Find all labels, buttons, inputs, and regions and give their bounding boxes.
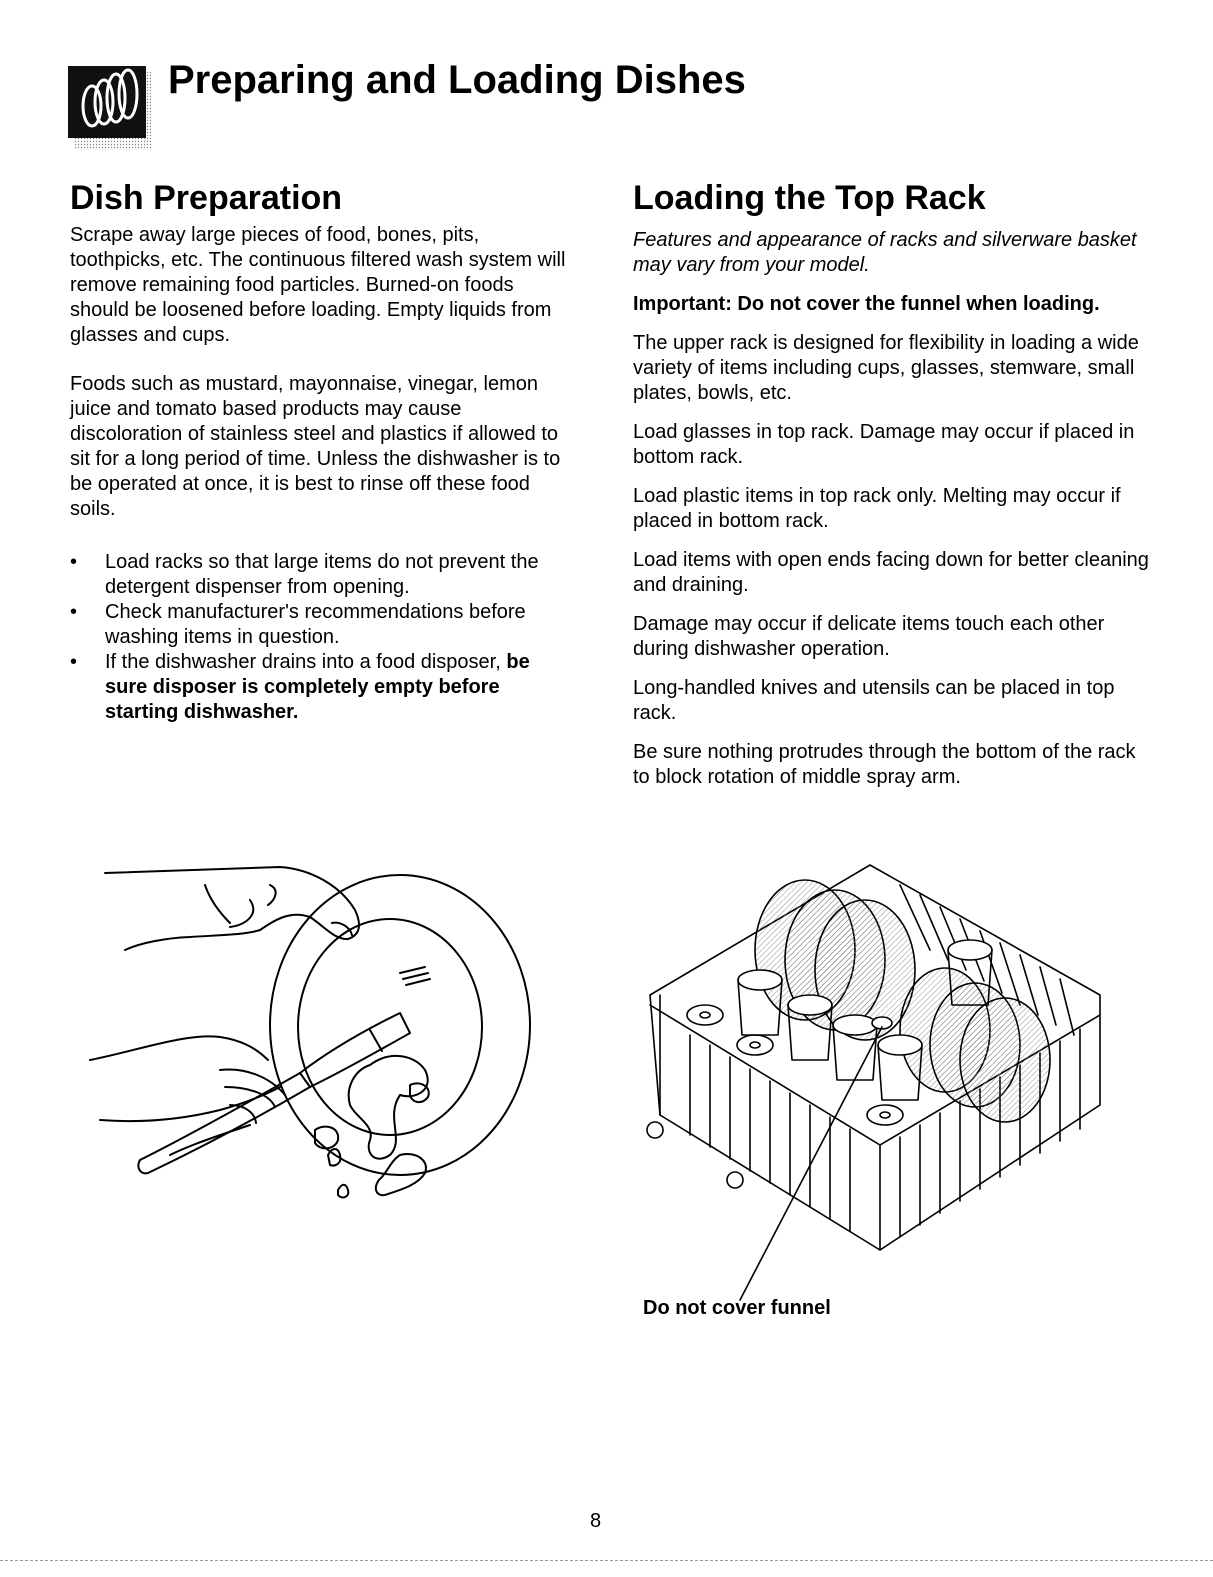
top-rack-paragraph: Load items with open ends facing down for better cleaning and draining.: [633, 549, 1149, 596]
dish-preparation-section: [70, 223, 570, 725]
bullet-marker: •: [70, 651, 78, 673]
bullet-text: If the dishwasher drains into a food disposer,: [105, 651, 501, 673]
bullet-text: Load racks so that large items do not prevent the detergent dispenser from opening.: [105, 551, 539, 598]
bullet-warning-text: be sure disposer is completely empty before starting dishwasher.: [105, 651, 530, 723]
dish-prep-paragraph: Scrape away large pieces of food, bones, pits, toothpicks, etc. The continuous filtered wash system will remove remaining food particles. Burned-on foods should be loosened before loading. Empty liquids from glasses and cups.: [70, 224, 566, 346]
page-title: Preparing and Loading Dishes: [168, 58, 746, 102]
page-number: 8: [590, 1510, 602, 1532]
top-rack-paragraph: The upper rack is designed for flexibility in loading a wide variety of items including cups, glasses, stemware, small plates, bowls, etc.: [633, 332, 1139, 404]
top-rack-paragraph: Long-handled knives and utensils can be placed in top rack.: [633, 677, 1115, 724]
loading-top-rack-heading: Loading the Top Rack: [633, 179, 986, 217]
bullet-marker: •: [70, 551, 78, 573]
top-rack-paragraph: Damage may occur if delicate items touch each other during dishwasher operation.: [633, 613, 1105, 660]
dish-prep-bullet-list: [70, 550, 570, 725]
list-item: [70, 550, 570, 600]
top-rack-paragraph: Load plastic items in top rack only. Melting may occur if placed in bottom rack.: [633, 485, 1121, 532]
bullet-text: Check manufacturer's recommendations before washing items in question.: [105, 601, 526, 648]
dishes-icon: [68, 62, 152, 150]
funnel-caption: Do not cover funnel: [643, 1297, 831, 1319]
dish-preparation-heading: Dish Preparation: [70, 179, 343, 217]
top-rack-paragraph: Be sure nothing protrudes through the bottom of the rack to block rotation of middle spray arm.: [633, 741, 1136, 788]
top-rack-illustration: [630, 855, 1120, 1305]
bullet-marker: •: [70, 601, 78, 623]
plate-scraping-illustration: [70, 855, 570, 1215]
list-item: [70, 600, 570, 650]
top-rack-paragraph: Load glasses in top rack. Damage may occur if placed in bottom rack.: [633, 421, 1135, 468]
list-item: [70, 650, 570, 725]
loading-top-rack-section: [633, 228, 1153, 790]
bottom-divider: [0, 1560, 1213, 1561]
important-note: Important: Do not cover the funnel when loading.: [633, 293, 1100, 315]
model-note: Features and appearance of racks and silverware basket may vary from your model.: [633, 229, 1137, 276]
dish-prep-paragraph: Foods such as mustard, mayonnaise, vinegar, lemon juice and tomato based products may cause discoloration of stainless steel and plastics if allowed to sit for a long period of time. Unless the dishwasher is to be operated at once, it is best to rinse off these food soils.: [70, 373, 561, 520]
